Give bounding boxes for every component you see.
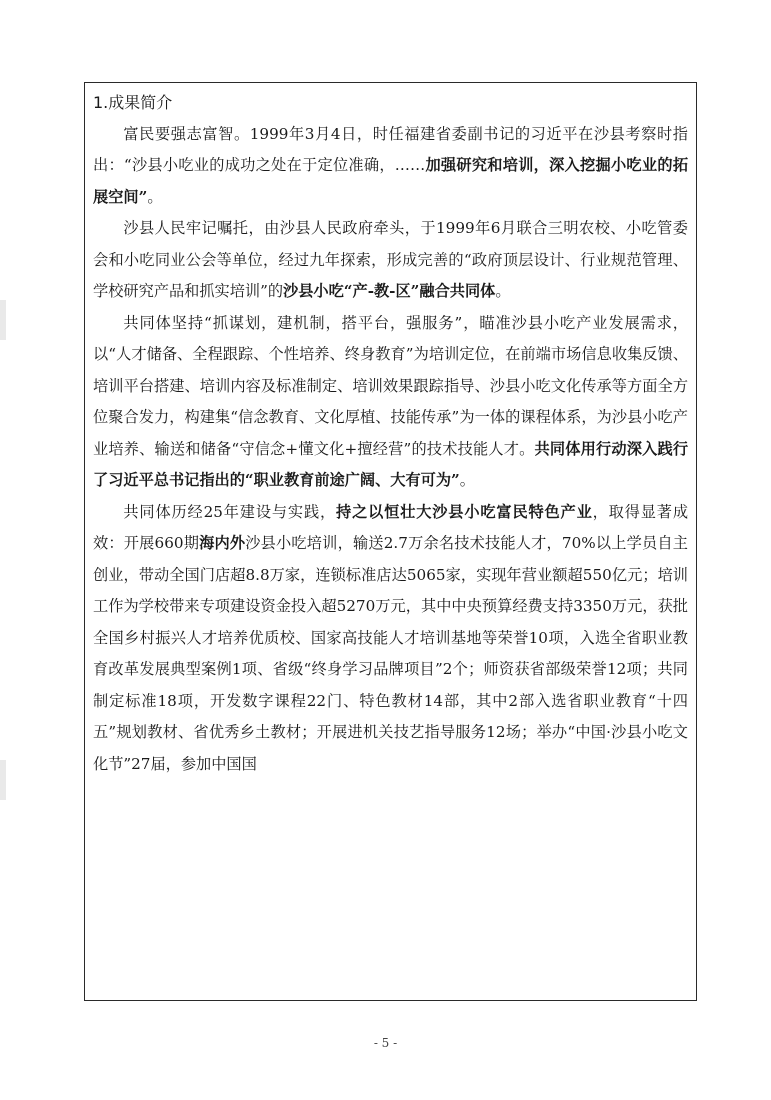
section-heading: 1.成果简介	[93, 93, 173, 112]
bold-text-run: 共同体用行动深入践行了习近平总书记指出的“职业教育前途广阔、大有可为”	[93, 439, 689, 489]
text-run: 。	[459, 471, 475, 489]
text-run: 沙县小吃培训，输送2.7万余名技术技能人才，70%以上学员自主创业，带动全国门店超8.8万家，连锁标准店达5065家，实现年营业额超550亿元；培训工作为学校带来专项建设资金投入超5270万元，其中中央预算经费支持3350万元，获批全国乡村振兴人才培养优质校、国家高技能人才培训基地等荣誉10项，入选全省职业教育改革发展典型案例1项、省级“终身学习品牌项目”2个；师资获省部级荣誉12项；共同制定标准18项，开发数字课程22门、特色教材14部，其中2部入选省职业教育“十四五”规划教材、省优秀乡土教材；开展进机关技艺指导服务12场；举办“中国·沙县小吃文化节”27届，参加中国国	[93, 534, 688, 773]
scan-edge-mark	[0, 760, 6, 800]
document-body	[85, 83, 696, 780]
body-paragraph	[93, 119, 688, 214]
text-run: 。	[495, 282, 511, 300]
bold-text-run: 持之以恒壮大沙县小吃富民特色产业	[336, 502, 593, 521]
bold-text-run: 沙县小吃“产-教-区”融合共同体	[283, 282, 496, 300]
text-run: 富民要强志富智。1999年3月4日，时任福建省委副书记的习近平在沙县考察时指出：“沙县小吃业的成功之处在于定位准确，……	[93, 124, 688, 174]
page-number: - 5 -	[373, 1036, 398, 1050]
text-run: ，取得显著成效：开展660期	[93, 502, 689, 552]
text-run: 沙县人民牢记嘱托，由沙县人民政府牵头，于1999年6月联合三明农校、小吃管委会和小吃同业公会等单位，经过九年探索，形成完善的“政府顶层设计、行业规范管理、学校研究产品和抓实培训”的	[93, 219, 688, 300]
paragraph-container	[93, 119, 688, 781]
body-paragraph	[93, 213, 688, 308]
body-paragraph	[93, 497, 688, 781]
text-run: 共同体坚持“抓谋划，建机制，搭平台，强服务”，瞄准沙县小吃产业发展需求，以“人才储备、全程跟踪、个性培养、终身教育”为培训定位，在前端市场信息收集反馈、培训平台搭建、培训内容及标准制定、培训效果跟踪指导、沙县小吃文化传承等方面全方位聚合发力，构建集“信念教育、文化厚植、技能传承”为一体的课程体系，为沙县小吃产业培养、输送和储备“守信念+懂文化+擅经营”的技术技能人才。	[93, 313, 688, 458]
scan-edge-mark	[0, 300, 6, 340]
content-frame	[84, 82, 697, 1001]
text-run: 共同体历经25年建设与实践，	[123, 502, 337, 521]
bold-text-run: 加强研究和培训，深入挖掘小吃业的拓展空间”	[93, 156, 689, 206]
text-run: 。	[147, 187, 163, 206]
bold-text-run: 海内外	[199, 534, 246, 552]
body-paragraph	[93, 308, 688, 497]
